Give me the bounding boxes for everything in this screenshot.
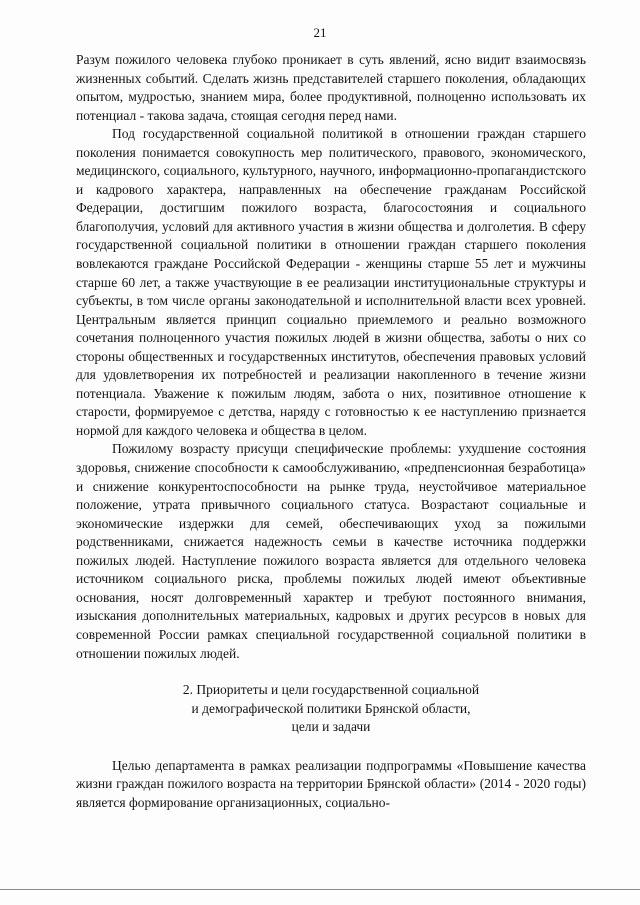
section-heading-line: и демографической политики Брянской области, [191, 700, 471, 716]
paragraph-age-problems: Пожилому возрасту присущи специфические проблемы: ухудшение состояния здоровья, снижение способности к самообслуживанию, «предпенсионная безработица» и снижение конкурентоспособности на рынке труда, неустойчивое материальное положение, утрата привычного социального статуса. Возрастают социальные и экономические издержки для семей, обеспечивающих уход за пожилыми родственниками, снижается надежность семьи в качестве источника поддержки пожилых людей. Наступление пожилого возраста является для отдельного человека источником социального риска, проблемы пожилых людей имеют объективные основания, носят долговременный характер и требуют постоянного внимания, изыскания дополнительных материальных, кадровых и других ресурсов в новых для современной России рамках специальной государственной социальной политики в отношении пожилых людей. [76, 441, 586, 661]
section-heading-line: цели и задачи [291, 719, 371, 735]
section-heading [76, 681, 586, 737]
section-heading-line: 2. Приоритеты и цели государственной социальной [182, 682, 480, 698]
paragraph-department-goal: Целью департамента в рамках реализации подпрограммы «Повышение качества жизни граждан пожилого возраста на территории Брянской области» (2014 - 2020 годы) является формирование организационных, социально- [76, 757, 586, 810]
spacer [76, 663, 586, 681]
spacer [76, 737, 586, 757]
scan-edge-line [0, 889, 640, 890]
paragraph-intro: Разум пожилого человека глубоко проникает в суть явлений, ясно видит взаимосвязь жизненных событий. Сделать жизнь представителей старшего поколения, обладающих опытом, мудростью, знанием мира, более продуктивной, полноценно использовать их потенциал - такова задача, стоящая сегодня перед нами. [76, 52, 586, 123]
page-number: 21 [313, 25, 327, 40]
document-body [76, 51, 586, 812]
paragraph-policy-definition: Под государственной социальной политикой в отношении граждан старшего поколения понимается совокупность мер политического, правового, экономического, медицинского, социального, культурного, научного, информационно-пропагандистского и кадрового характера, направленных на обеспечение гражданам Российской Федерации, достигшим пожилого возраста, благосостояния и социального благополучия, условий для активного участия в жизни общества и долголетия. В сферу государственной социальной политики в отношении граждан старшего поколения вовлекаются граждане Российской Федерации - женщины старше 55 лет и мужчины старше 60 лет, а также участвующие в ее реализации институциональные структуры и субъекты, в том числе органы законодательной и исполнительной власти всех уровней. Центральным является принцип социально приемлемого и реально возможного сочетания полноценного участия пожилых людей в жизни общества, заботы о них со стороны общественных и государственных институтов, обеспечения правовых условий для удовлетворения их потребностей и реализации накопленного в течение жизни потенциала. Уважение к пожилым людям, забота о них, позитивное отношение к старости, формируемое с детства, наряду с готовностью к ее наступлению признается нормой для каждого человека и общества в целом. [76, 126, 586, 438]
